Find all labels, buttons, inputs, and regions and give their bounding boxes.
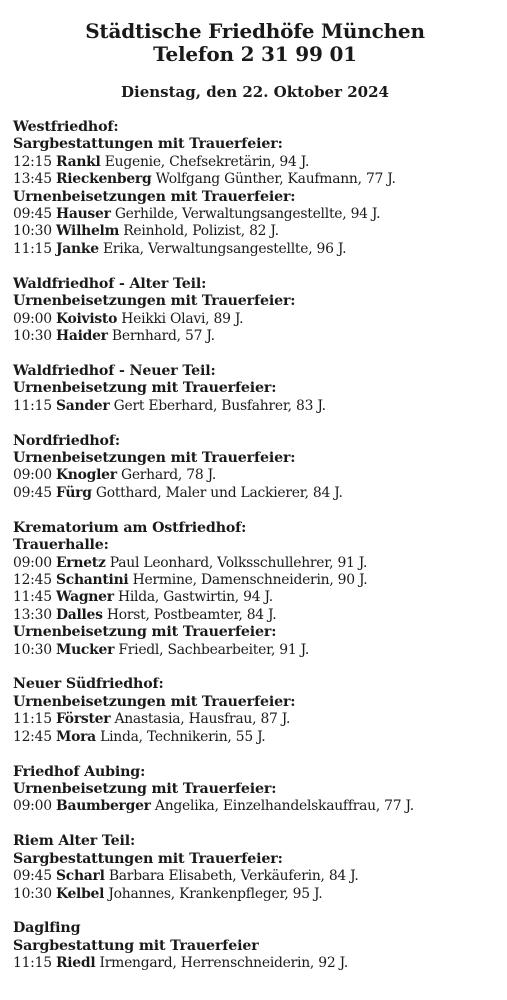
entry-surname: Baumberger	[55, 798, 151, 815]
burial-entry	[13, 485, 497, 502]
entry-surname: Mucker	[55, 641, 115, 658]
burial-entry	[13, 241, 497, 258]
entry-surname: Sander	[55, 397, 110, 414]
entry-time: 11:45	[13, 589, 52, 606]
entry-surname: Wagner	[55, 589, 114, 606]
entry-time: 10:30	[13, 327, 52, 344]
burial-entry	[13, 555, 497, 572]
entry-time: 11:15	[13, 397, 52, 414]
entry-time: 12:45	[13, 728, 52, 745]
burial-entry	[13, 729, 497, 746]
cemetery-section	[13, 363, 497, 415]
entry-surname: Rankl	[55, 153, 101, 170]
notice-phone: Telefon 2 31 99 01	[153, 42, 357, 66]
entry-time: 11:15	[13, 240, 52, 257]
entry-surname: Ernetz	[55, 554, 106, 571]
entry-surname: Wilhelm	[55, 223, 120, 240]
entry-time: 12:45	[13, 571, 52, 588]
burial-entry	[13, 642, 497, 659]
entry-details: Gerhard, 78 J.	[120, 467, 217, 484]
entry-surname: Rieckenberg	[55, 171, 152, 188]
entry-details: Erika, Verwaltungsangestellte, 96 J.	[103, 240, 347, 257]
burial-entry	[13, 154, 497, 171]
ceremony-type: Urnenbeisetzungen mit Trauerfeier:	[13, 188, 296, 205]
burial-entry	[13, 955, 497, 972]
entry-surname: Knogler	[55, 467, 117, 484]
burial-entry	[13, 572, 497, 589]
entry-time: 11:15	[13, 955, 52, 972]
entry-surname: Fürg	[55, 484, 92, 501]
burial-entry	[13, 467, 497, 484]
entry-surname: Förster	[55, 711, 111, 728]
entry-details: Anastasia, Hausfrau, 87 J.	[114, 711, 291, 728]
entry-time: 10:30	[13, 641, 52, 658]
ceremony-type: Urnenbeisetzung mit Trauerfeier:	[13, 380, 277, 397]
cemetery-name: Krematorium am Ostfriedhof:	[13, 519, 247, 536]
cemetery-section	[13, 920, 497, 972]
entry-details: Hermine, Damenschneiderin, 90 J.	[132, 571, 368, 588]
entry-time: 12:15	[13, 153, 52, 170]
notice-date: Dienstag, den 22. Oktober 2024	[121, 83, 389, 101]
cemetery-name: Waldfriedhof - Alter Teil:	[13, 275, 207, 292]
entry-details: Eugenie, Chefsekretärin, 94 J.	[104, 153, 310, 170]
cemetery-section	[13, 433, 497, 503]
entry-time: 13:30	[13, 606, 52, 623]
notice-title: Städtische Friedhöfe München	[85, 19, 425, 43]
entry-details: Gert Eberhard, Busfahrer, 83 J.	[113, 397, 326, 414]
burial-entry	[13, 223, 497, 240]
burial-entry	[13, 589, 497, 606]
cemetery-name: Riem Alter Teil:	[13, 833, 136, 850]
entry-surname: Scharl	[55, 868, 105, 885]
entry-surname: Kelbel	[55, 885, 105, 902]
entry-details: Reinhold, Polizist, 82 J.	[123, 223, 279, 240]
notice-header	[13, 20, 497, 66]
entry-details: Bernhard, 57 J.	[111, 327, 215, 344]
burial-entry	[13, 886, 497, 903]
entry-time: 09:00	[13, 467, 52, 484]
ceremony-type: Sargbestattung mit Trauerfeier	[13, 937, 259, 954]
burial-entry	[13, 328, 497, 345]
entry-surname: Mora	[55, 728, 96, 745]
cemetery-name: Waldfriedhof - Neuer Teil:	[13, 362, 216, 379]
entry-time: 10:30	[13, 223, 52, 240]
cemetery-name: Neuer Südfriedhof:	[13, 676, 164, 693]
burial-entry	[13, 711, 497, 728]
ceremony-type: Sargbestattungen mit Trauerfeier:	[13, 850, 283, 867]
burial-entry	[13, 868, 497, 885]
cemetery-name: Westfriedhof:	[13, 119, 119, 135]
ceremony-type: Urnenbeisetzung mit Trauerfeier:	[13, 781, 277, 797]
entry-time: 09:45	[13, 868, 52, 885]
cemetery-name: Daglfing	[13, 920, 81, 937]
entry-details: Heikki Olavi, 89 J.	[121, 310, 244, 327]
entry-details: Friedl, Sachbearbeiter, 91 J.	[118, 641, 310, 658]
entry-details: Angelika, Einzelhandelskauffrau, 77 J.	[154, 798, 414, 815]
cemetery-section	[13, 764, 497, 816]
cemetery-section	[13, 119, 497, 258]
ceremony-type: Urnenbeisetzungen mit Trauerfeier:	[13, 693, 296, 710]
entry-surname: Koivisto	[55, 310, 118, 327]
ceremony-type: Urnenbeisetzungen mit Trauerfeier:	[13, 450, 296, 466]
burial-entry	[13, 398, 497, 415]
entry-details: Horst, Postbeamter, 84 J.	[106, 606, 277, 623]
entry-time: 13:45	[13, 171, 52, 188]
entry-time: 09:00	[13, 554, 52, 571]
cemetery-section	[13, 276, 497, 346]
entry-details: Irmengard, Herrenschneiderin, 92 J.	[99, 955, 348, 972]
entry-details: Johannes, Krankenpfleger, 95 J.	[108, 885, 323, 902]
entry-details: Barbara Elisabeth, Verkäuferin, 84 J.	[108, 868, 359, 885]
burial-entry	[13, 206, 497, 223]
entry-details: Hilda, Gastwirtin, 94 J.	[118, 589, 273, 606]
entry-surname: Schantini	[55, 571, 129, 588]
burial-entry	[13, 171, 497, 188]
ceremony-type: Urnenbeisetzung mit Trauerfeier:	[13, 624, 277, 641]
entry-details: Gotthard, Maler und Lackierer, 84 J.	[95, 484, 343, 501]
entry-surname: Hauser	[55, 206, 111, 223]
burial-entry	[13, 607, 497, 624]
entry-details: Wolfgang Günther, Kaufmann, 77 J.	[155, 171, 396, 188]
entry-details: Paul Leonhard, Volksschullehrer, 91 J.	[109, 554, 368, 571]
cemetery-section	[13, 676, 497, 746]
entry-surname: Riedl	[55, 955, 96, 972]
ceremony-type: Urnenbeisetzungen mit Trauerfeier:	[13, 293, 296, 310]
entry-time: 09:00	[13, 310, 52, 327]
ceremony-type: Trauerhalle:	[13, 537, 109, 554]
entry-time: 11:15	[13, 711, 52, 728]
entry-details: Linda, Technikerin, 55 J.	[100, 728, 266, 745]
entry-surname: Janke	[55, 240, 99, 257]
entry-time: 10:30	[13, 885, 52, 902]
entry-time: 09:00	[13, 798, 52, 815]
entry-time: 09:45	[13, 206, 52, 223]
entry-time: 09:45	[13, 484, 52, 501]
cemetery-sections	[13, 119, 497, 973]
ceremony-type: Sargbestattungen mit Trauerfeier:	[13, 136, 283, 153]
burial-entry	[13, 311, 497, 328]
cemetery-name: Nordfriedhof:	[13, 432, 120, 449]
cemetery-section	[13, 833, 497, 903]
entry-details: Gerhilde, Verwaltungsangestellte, 94 J.	[114, 206, 381, 223]
entry-surname: Haider	[55, 327, 108, 344]
cemetery-name: Friedhof Aubing:	[13, 763, 146, 780]
burial-entry	[13, 798, 497, 815]
cemetery-section	[13, 520, 497, 659]
entry-surname: Dalles	[55, 606, 103, 623]
